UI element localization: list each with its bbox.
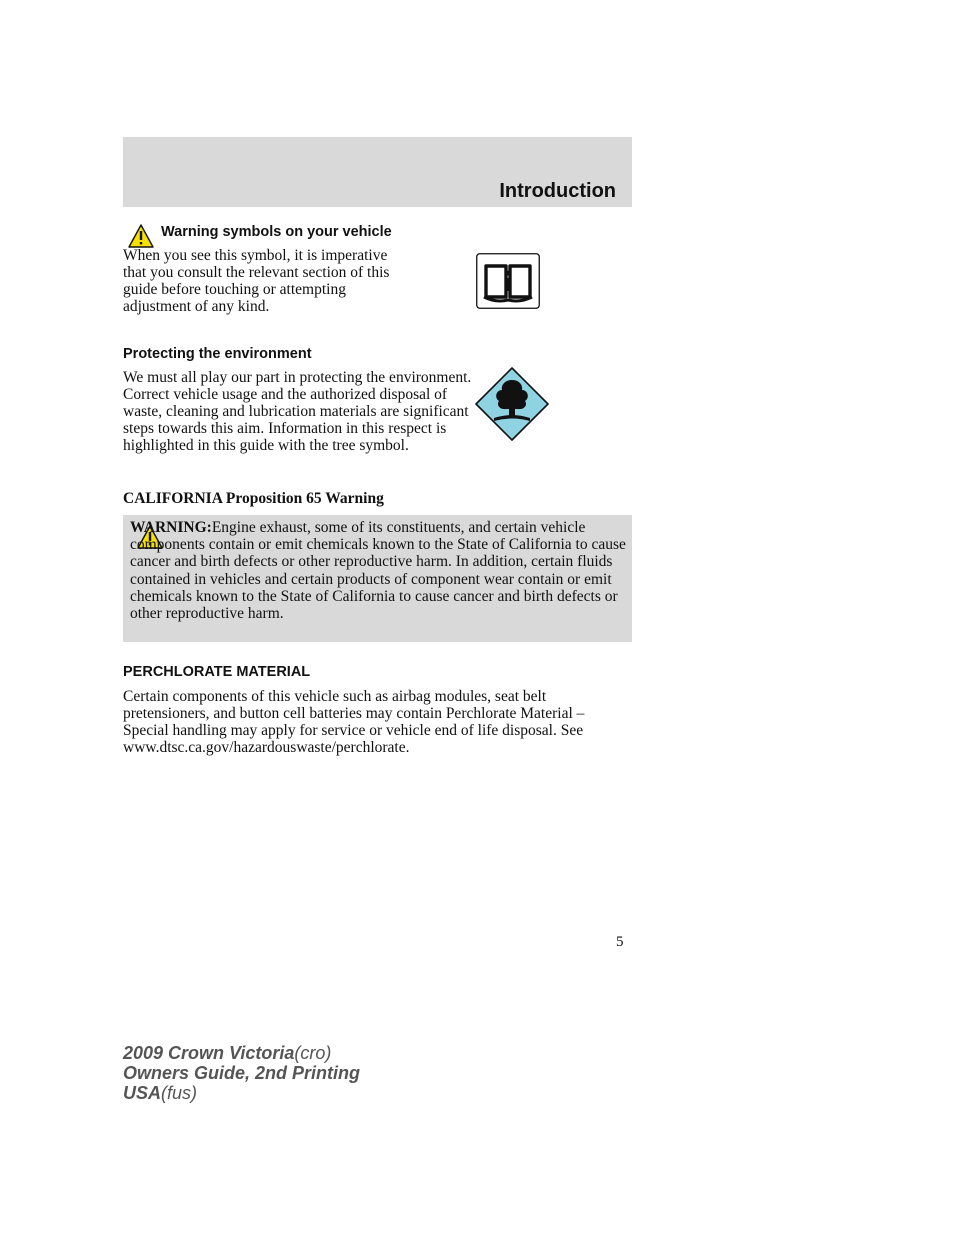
- prop65-warning-box: [123, 515, 632, 642]
- warning-symbols-heading: Warning symbols on your vehicle: [161, 224, 392, 240]
- header-band: [123, 137, 632, 207]
- footer-market: USA: [123, 1083, 162, 1103]
- footer-model: 2009 Crown Victoria: [123, 1043, 295, 1063]
- warning-symbols-text: When you see this symbol, it is imperative that you consult the relevant section of this guide before touching or attempting adjustment of any kind.: [123, 247, 390, 315]
- perchlorate-text: Certain components of this vehicle such as airbag modules, seat belt pretensioners, and button cell batteries may contain Perchlorate Material – Special handling may apply for service or vehicle end of life disposal. See www.dtsc.ca.gov/hazardouswaste/perchlorate.: [123, 688, 585, 756]
- warning-label: WARNING:: [130, 519, 212, 536]
- prop65-heading: CALIFORNIA Proposition 65 Warning: [123, 490, 384, 507]
- environment-text-body: We must all play our part in protecting the environment. Correct vehicle usage and the authorized disposal of waste, cleaning and lubrication materials are significant steps towards this aim. Information in this respect is highlighted in this guide with the tree symbol.: [123, 369, 472, 454]
- warning-body: Engine exhaust, some of its constituents, and certain vehicle components contain or emit chemicals known to the State of California to cause cancer and birth defects or other reproductive harm. In addition, certain fluids contained in vehicles and certain products of component wear contain or emit chemicals known to the State of California to cause cancer and birth defects or other reproductive harm.: [130, 519, 626, 623]
- page-number: 5: [616, 934, 624, 950]
- warning-triangle-icon: [128, 224, 154, 248]
- perchlorate-heading: PERCHLORATE MATERIAL: [123, 664, 311, 680]
- footer-printing: Owners Guide, 2nd Printing: [123, 1063, 361, 1083]
- footer-market-code: (fus): [161, 1083, 198, 1103]
- prop65-warning-text: [130, 519, 628, 622]
- environment-heading: Protecting the environment: [123, 346, 312, 362]
- owner-manual-icon: [476, 253, 540, 309]
- tree-symbol-icon: [474, 366, 550, 442]
- section-title: Introduction: [499, 180, 616, 202]
- footer-model-code: (cro): [294, 1043, 332, 1063]
- footer-imprint: [123, 1043, 360, 1103]
